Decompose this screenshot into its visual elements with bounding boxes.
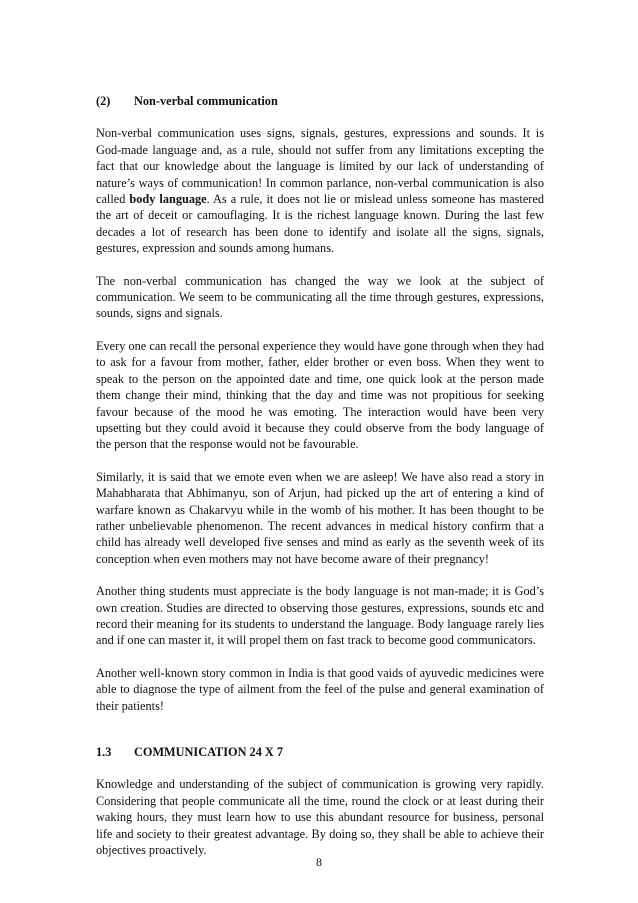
body-language-term: body language	[129, 192, 207, 207]
section-heading-non-verbal	[96, 93, 544, 109]
page-number: 8	[316, 855, 322, 869]
paragraph-gods-creation: Another thing students must appreciate is the body language is not man-made; it is God’s own creation. Studies are directed to observing those gestures, expressions, sounds etc and record their meaning for its students to understand the language. Body language rarely lies and if one can master it, it will propel them on fast track to become good communicators.	[96, 584, 544, 648]
document-page	[96, 93, 544, 874]
section-number: (2)	[96, 94, 111, 108]
paragraph-vaids-story: Another well-known story common in India is that good vaids of ayuvedic medicines were able to diagnose the type of ailment from the feel of the pulse and general examination of their patients!	[96, 665, 544, 713]
section-title: COMMUNICATION 24 X 7	[134, 745, 284, 759]
section-heading-communication-24x7	[96, 744, 544, 760]
paragraph-personal-experience: Every one can recall the personal experience they would have gone through when they had to ask for a favour from mother, father, elder brother or even boss. When they went to speak to the person on the appointed date and time, one quick look at the person made them change their mind, thinking that the day and time was not propitious for seeking favour because of the mood he was emoting. The interaction would have been very upsetting but they could avoid it because they could observe from the body language of the person that the response would not be favourable.	[96, 338, 544, 452]
paragraph-text: . As a rule, it does not lie or mislead unless someone has mastered the art of deceit or camouflaging. It is the richest language known. During the last few decades a lot of research has been done to identify and isolate all the signs, signals, gestures, expression and sounds among humans.	[96, 192, 544, 256]
paragraph-non-verbal-intro	[96, 125, 544, 256]
paragraph-knowledge-growing: Knowledge and understanding of the subject of communication is growing very rapidly. Considering that people communicate all the time, round the clock or at least during their waking hours, they must learn how to use this abundant resource for business, personal life and society to their greatest advantage. By doing so, they shall be able to achieve their objectives proactively.	[96, 777, 544, 858]
paragraph-emote-asleep: Similarly, it is said that we emote even when we are asleep! We have also read a story in Mahabharata that Abhimanyu, son of Arjun, had picked up the art of entering a kind of warfare known as Chakarvyu while in the womb of his mother. It has been thought to be rather unbelievable phenomenon. The recent advances in medical history confirm that a child has already well developed five senses and mind as early as the seventh week of its conception when even mothers may not have become aware of their pregnancy!	[96, 469, 544, 566]
paragraph-changed-way: The non-verbal communication has changed the way we look at the subject of communication. We seem to be communicating all the time through gestures, expressions, sounds, signs and signals.	[96, 273, 544, 321]
section-number: 1.3	[96, 745, 112, 759]
section-title: Non-verbal communication	[134, 94, 278, 108]
paragraph-text: Non-verbal communication uses signs, signals, gestures, expressions and sounds. It is God-made language and, as a rule, should not suffer from any limitations excepting the fact that our knowledge about the language is limited by our lack of understanding of nature’s ways of communication! In common parlance, non-verbal communication is also called	[96, 126, 544, 207]
